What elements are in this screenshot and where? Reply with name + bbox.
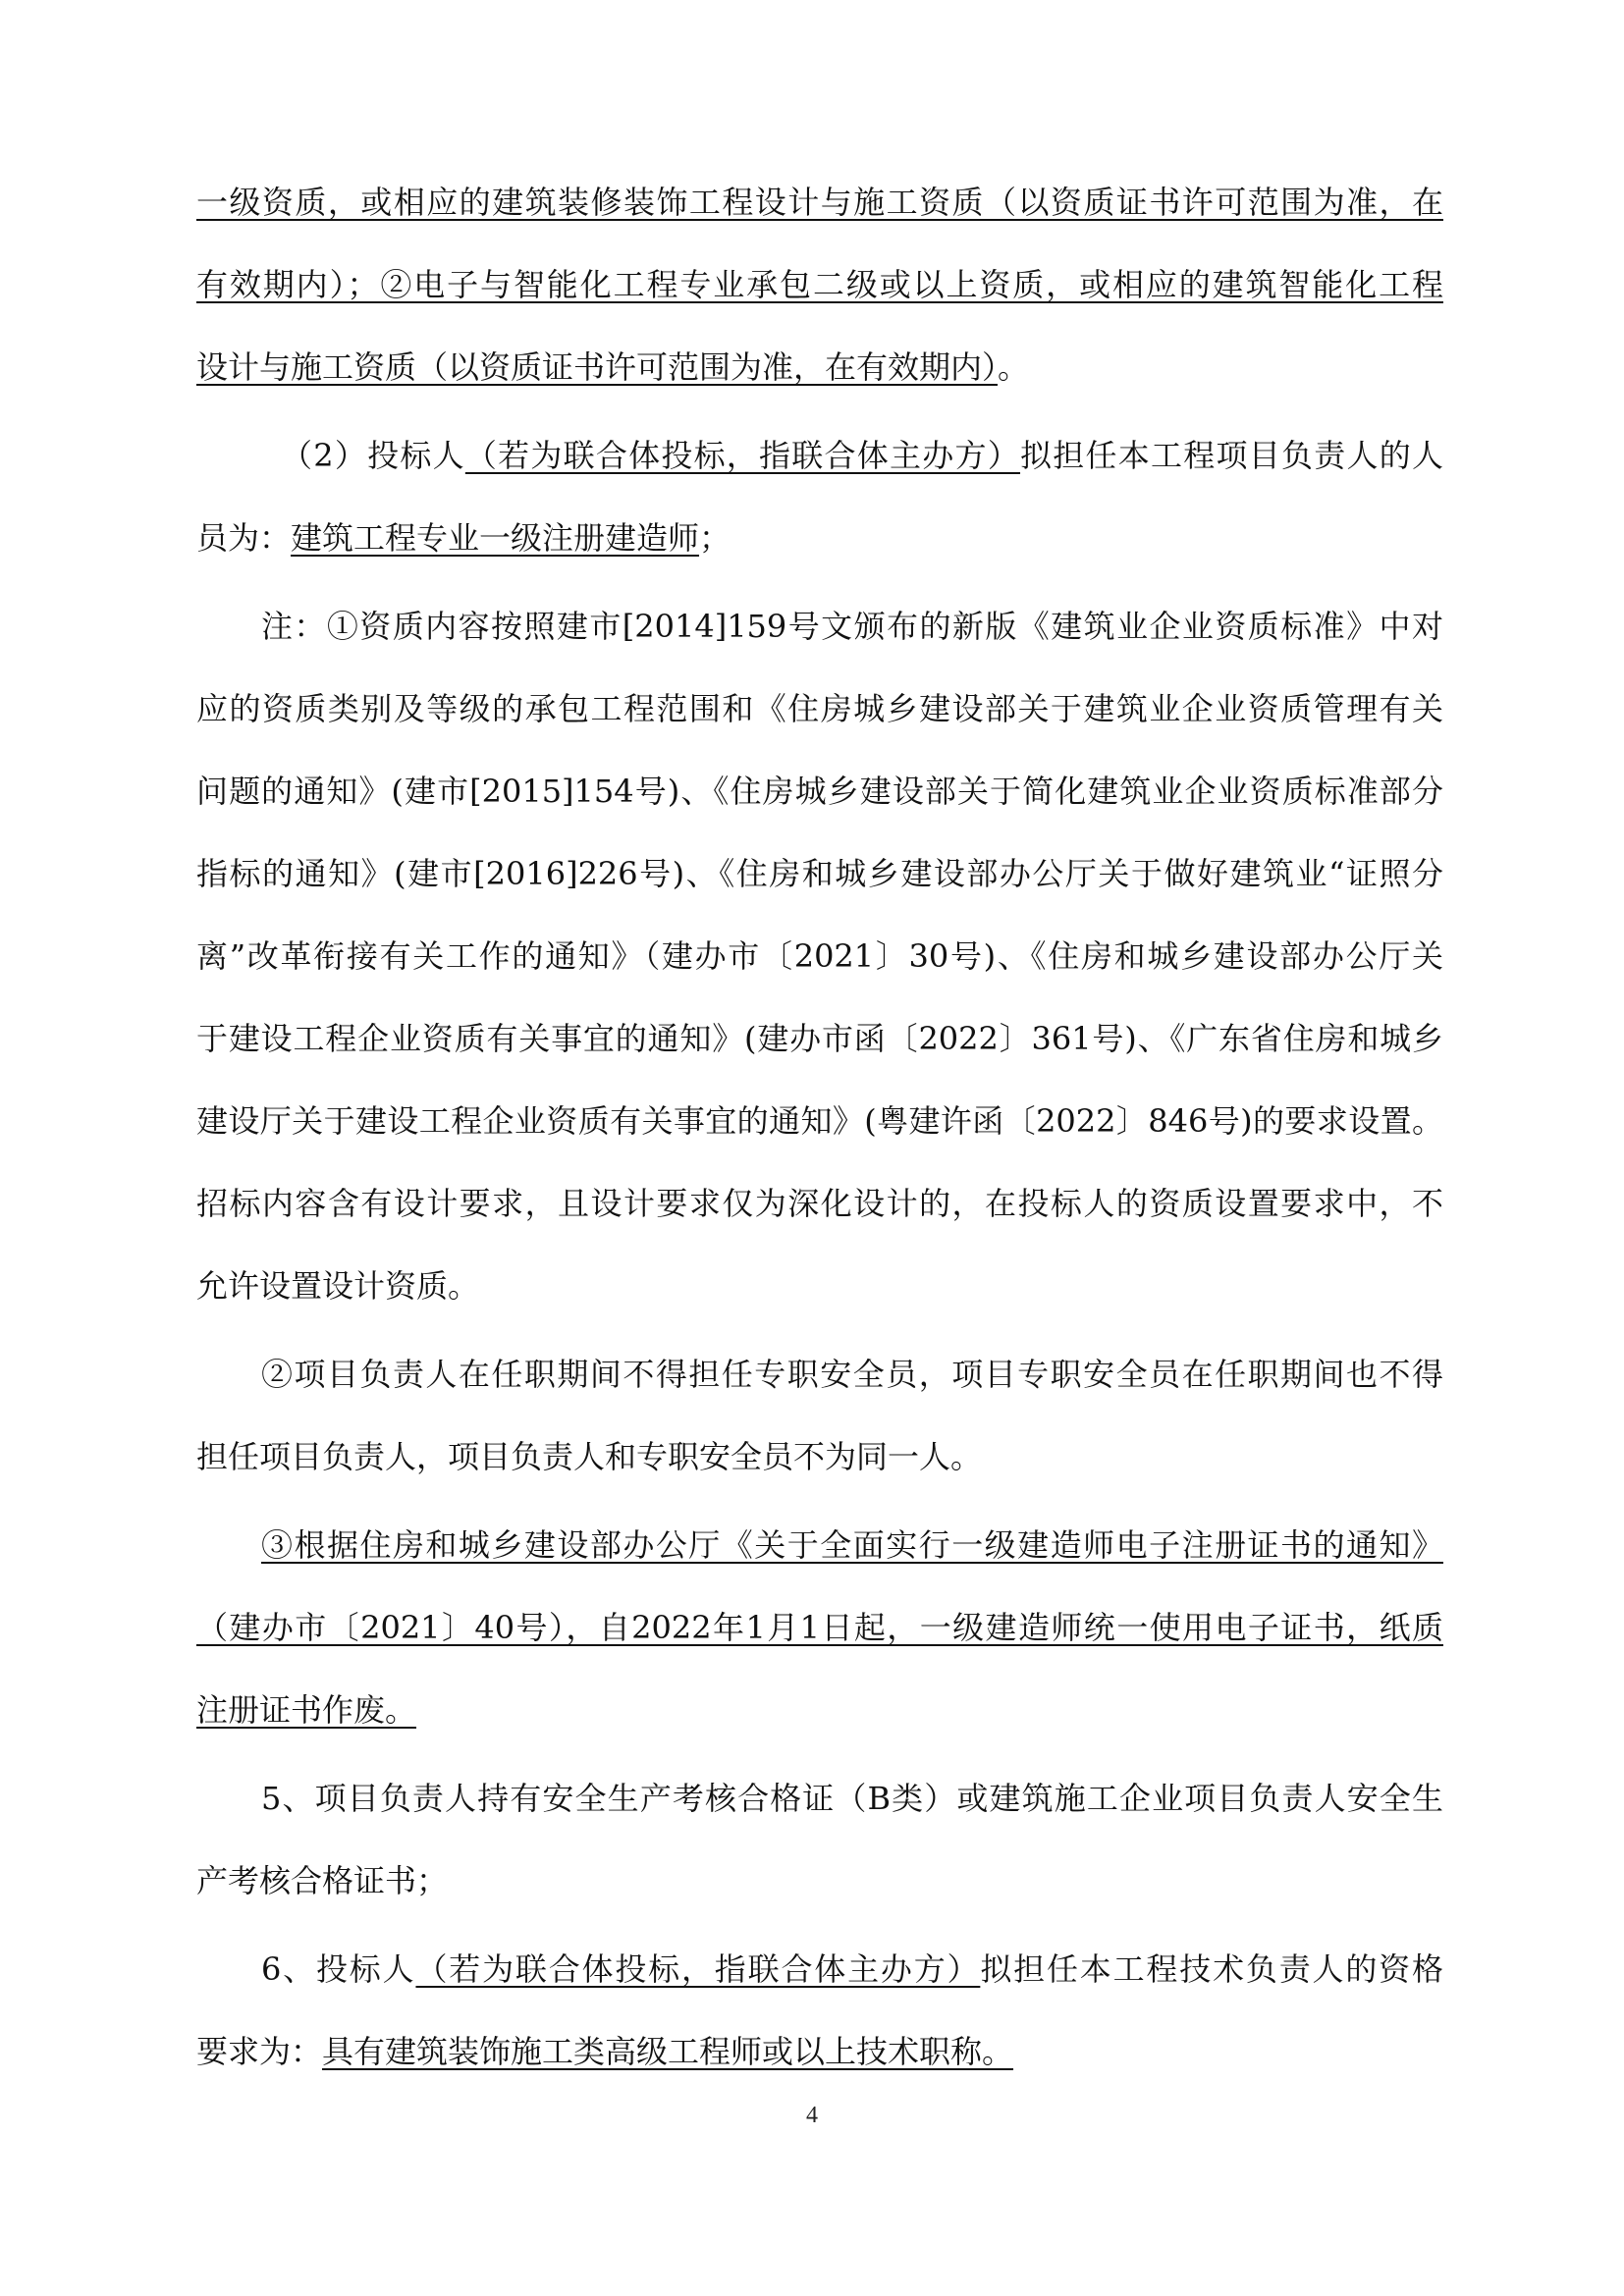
- underlined-text: （建办市〔2021〕40号），自2022年1月1日起，一级建造师统一使用电子证书，纸质: [196, 1609, 1443, 1646]
- text-span: ②项目负责人在任职期间不得担任专职安全员，项目专职安全员在任职期间也不得: [261, 1356, 1443, 1393]
- text-line: [196, 1690, 1443, 1730]
- underlined-text: （若为联合体投标，指联合体主办方）: [464, 437, 1021, 474]
- text-line: [196, 1184, 1443, 1223]
- text-line: [196, 1861, 1443, 1900]
- text-line: [261, 1949, 1443, 1989]
- text-span: 担任项目负责人，项目负责人和专职安全员不为同一人。: [196, 1438, 983, 1475]
- page-number: 4: [806, 2103, 818, 2128]
- text-line: [196, 1101, 1443, 1141]
- text-line: [196, 772, 1443, 811]
- text-line: [196, 1608, 1443, 1647]
- underlined-text: 具有建筑装饰施工类高级工程师或以上技术职称。: [322, 2033, 1014, 2070]
- underlined-text: 有效期内）；②电子与智能化工程专业承包二级或以上资质，或相应的建筑智能化工程: [196, 266, 1443, 303]
- text-line: [261, 1525, 1443, 1565]
- text-span: 离”改革衔接有关工作的通知》（建办市〔2021〕30号)、《住房和城乡建设部办公厅关: [196, 937, 1443, 975]
- text-span: 拟担任本工程项目负责人的人: [1020, 437, 1443, 474]
- text-span: 应的资质类别及等级的承包工程范围和《住房城乡建设部关于建筑业企业资质管理有关: [196, 690, 1443, 727]
- text-line: [196, 183, 1443, 222]
- text-line: [196, 1019, 1443, 1058]
- underlined-text: 一级资质，或相应的建筑装修装饰工程设计与施工资质（以资质证书许可范围为准，在: [196, 184, 1443, 221]
- text-line: [196, 265, 1443, 304]
- text-line: [196, 936, 1443, 976]
- text-span: 于建设工程企业资质有关事宜的通知》(建办市函〔2022〕361号)、《广东省住房和城乡: [196, 1020, 1443, 1057]
- underlined-text: 注册证书作废。: [196, 1691, 417, 1729]
- text-span: 产考核合格证书；: [196, 1862, 449, 1899]
- text-span: 问题的通知》(建市[2015]154号)、《住房城乡建设部关于简化建筑业企业资质标准部分: [196, 773, 1443, 810]
- text-span: （2）投标人: [281, 437, 465, 474]
- text-line: [196, 347, 1443, 387]
- text-span: 5、项目负责人持有安全生产考核合格证（B类）或建筑施工企业项目负责人安全生: [261, 1780, 1443, 1817]
- text-span: 建设厅关于建设工程企业资质有关事宜的通知》(粤建许函〔2022〕846号)的要求设置。: [196, 1102, 1443, 1140]
- text-span: 招标内容含有设计要求，且设计要求仅为深化设计的，在投标人的资质设置要求中，不: [196, 1185, 1443, 1222]
- text-span: 指标的通知》(建市[2016]226号)、《住房和城乡建设部办公厅关于做好建筑业“证照分: [196, 855, 1443, 892]
- text-line: [281, 436, 1443, 475]
- text-line: [196, 689, 1443, 728]
- text-line: [196, 1266, 1443, 1306]
- underlined-text: ③根据住房和城乡建设部办公厅《关于全面实行一级建造师电子注册证书的通知》: [261, 1526, 1443, 1564]
- text-line: [261, 607, 1443, 646]
- underlined-text: 建筑工程专业一级注册建造师: [291, 519, 700, 557]
- text-span: 拟担任本工程技术负责人的资格: [980, 1950, 1443, 1988]
- text-line: [261, 1355, 1443, 1394]
- text-span: 要求为：: [196, 2033, 323, 2070]
- underlined-text: （若为联合体投标，指联合体主办方）: [415, 1950, 981, 1988]
- underlined-text: 设计与施工资质（以资质证书许可范围为准，在有效期内）: [196, 348, 999, 386]
- text-line: [196, 1437, 1443, 1476]
- text-span: 员为：: [196, 519, 292, 557]
- text-line: [261, 1779, 1443, 1818]
- text-span: 允许设置设计资质。: [196, 1267, 480, 1305]
- text-line: [196, 518, 1443, 558]
- text-line: [196, 2032, 1443, 2071]
- text-span: 。: [998, 348, 1030, 386]
- text-span: 注：①资质内容按照建市[2014]159号文颁布的新版《建筑业企业资质标准》中对: [261, 608, 1443, 645]
- text-span: 6、投标人: [261, 1950, 416, 1988]
- text-span: ；: [699, 519, 731, 557]
- text-line: [196, 854, 1443, 893]
